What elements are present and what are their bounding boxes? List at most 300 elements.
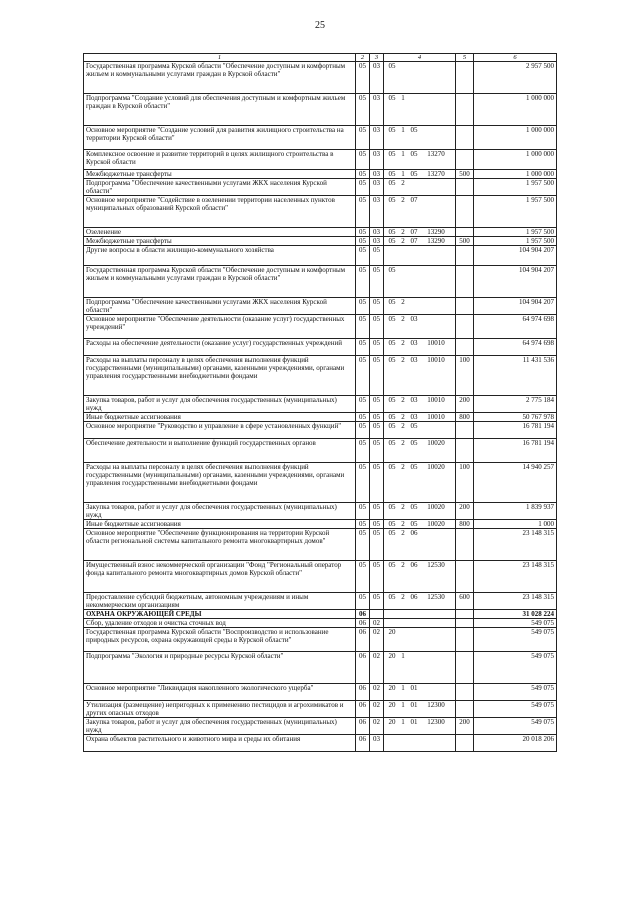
expense-type-cell: 500 [456, 237, 474, 246]
amount-cell: 1 839 937 [474, 503, 557, 520]
target-article-cell [384, 228, 456, 237]
expense-type-cell [456, 94, 474, 126]
target-article-part: 1 [401, 170, 405, 178]
section-code-cell: 05 [356, 179, 370, 196]
expense-type-cell [456, 126, 474, 150]
subsection-code-cell: 03 [370, 170, 384, 179]
target-article-part: 05 [388, 94, 396, 102]
table-row [84, 610, 557, 619]
target-article-part: 1 [401, 126, 405, 134]
amount-cell: 1 000 000 [474, 170, 557, 179]
target-article-part: 1 [401, 150, 405, 158]
expense-type-cell [456, 196, 474, 228]
target-article-part: 13290 [427, 237, 445, 245]
section-code-cell: 05 [356, 237, 370, 246]
target-article-part: 05 [388, 62, 396, 70]
row-name-cell: Основное мероприятие "Создание условий для развития жилищного строительства на территории Курской области" [84, 126, 356, 150]
target-article-part: 07 [410, 228, 418, 236]
row-name-cell: Сбор, удаление отходов и очистка сточных вод [84, 619, 356, 628]
target-article-part: 10010 [427, 396, 445, 404]
section-code-cell: 06 [356, 735, 370, 752]
expense-type-cell [456, 529, 474, 561]
subsection-code-cell: 03 [370, 62, 384, 94]
target-article-part [420, 315, 452, 323]
expense-type-cell [456, 150, 474, 170]
target-article-cell [384, 339, 456, 356]
row-name-cell: Основное мероприятие "Содействие в озеленении территории населенных пунктов муниципальных образований Курской области" [84, 196, 356, 228]
section-code-cell: 05 [356, 315, 370, 339]
target-article-part: 05 [388, 196, 396, 204]
expense-type-cell: 200 [456, 396, 474, 413]
amount-cell: 1 957 500 [474, 228, 557, 237]
expense-type-cell: 600 [456, 593, 474, 610]
amount-cell: 50 767 978 [474, 413, 557, 422]
row-name-cell: Межбюджетные трансферты [84, 170, 356, 179]
target-article-cell [384, 94, 456, 126]
section-code-cell: 05 [356, 529, 370, 561]
target-article-part [398, 62, 408, 70]
target-article-part: 05 [388, 356, 396, 364]
expense-type-cell [456, 735, 474, 752]
section-code-cell: 05 [356, 413, 370, 422]
target-article-part: 2 [401, 298, 405, 306]
target-article-part [420, 62, 452, 70]
subsection-code-cell: 03 [370, 228, 384, 237]
target-article-part [408, 179, 420, 187]
amount-cell: 14 940 257 [474, 463, 557, 503]
section-code-cell: 05 [356, 339, 370, 356]
expense-type-cell [456, 266, 474, 298]
table-row [84, 237, 557, 246]
target-article-part [420, 94, 452, 102]
table-row [84, 396, 557, 413]
target-article-part: 20 [388, 684, 396, 692]
target-article-part: 20 [388, 701, 396, 709]
table-header-row [84, 54, 557, 62]
target-article-cell [384, 652, 456, 684]
target-article-part: 2 [401, 396, 405, 404]
expense-type-cell [456, 62, 474, 94]
row-name-cell: Другие вопросы в области жилищно-коммунального хозяйства [84, 246, 356, 266]
header-col-2: 2 [356, 54, 370, 62]
table-row [84, 684, 557, 701]
row-name-cell: Расходы на выплаты персоналу в целях обеспечения выполнения функций государственными (муниципальными) органами, казенными учреждениями, органами управления государственными внебюджетными фондами [84, 356, 356, 396]
subsection-code-cell: 05 [370, 529, 384, 561]
target-article-part [408, 628, 420, 636]
table-row [84, 228, 557, 237]
target-article-part [420, 196, 452, 204]
section-code-cell: 05 [356, 561, 370, 593]
row-name-cell: Закупка товаров, работ и услуг для обеспечения государственных (муниципальных) нужд [84, 503, 356, 520]
subsection-code-cell: 03 [370, 179, 384, 196]
row-name-cell: Утилизация (размещение) непригодных к применению пестицидов и агрохимикатов и других опасных отходов [84, 701, 356, 718]
target-article-cell [384, 170, 456, 179]
target-article-part: 20 [388, 652, 396, 660]
row-name-cell: Подпрограмма "Создание условий для обеспечения доступным и комфортным жильем граждан в Курской области" [84, 94, 356, 126]
target-article-part: 10010 [427, 339, 445, 347]
target-article-part [408, 652, 420, 660]
amount-cell: 64 974 698 [474, 339, 557, 356]
target-article-part: 03 [410, 339, 418, 347]
target-article-part: 2 [401, 593, 405, 601]
section-code-cell: 05 [356, 463, 370, 503]
target-article-part: 12300 [427, 701, 445, 709]
target-article-part: 2 [401, 439, 405, 447]
row-name-cell: Иные бюджетные ассигнования [84, 413, 356, 422]
target-article-part [408, 62, 420, 70]
target-article-cell [384, 396, 456, 413]
row-name-cell: Закупка товаров, работ и услуг для обеспечения государственных (муниципальных) нужд [84, 396, 356, 413]
target-article-part: 05 [410, 439, 418, 447]
subsection-code-cell: 02 [370, 718, 384, 735]
target-article-part: 2 [401, 413, 405, 421]
subsection-code-cell: 05 [370, 246, 384, 266]
table-row [84, 266, 557, 298]
amount-cell: 31 028 224 [474, 610, 557, 619]
target-article-cell [384, 237, 456, 246]
target-article-cell [384, 246, 456, 266]
target-article-cell [384, 196, 456, 228]
target-article-part: 13290 [427, 228, 445, 236]
target-article-cell [384, 593, 456, 610]
amount-cell: 16 781 194 [474, 422, 557, 439]
section-code-cell: 05 [356, 356, 370, 396]
amount-cell: 1 000 000 [474, 126, 557, 150]
target-article-part: 05 [388, 593, 396, 601]
expense-type-cell: 800 [456, 520, 474, 529]
table-row [84, 62, 557, 94]
target-article-cell [384, 62, 456, 94]
section-code-cell: 05 [356, 246, 370, 266]
target-article-part: 05 [388, 520, 396, 528]
target-article-part [420, 266, 452, 274]
target-article-part: 2 [401, 520, 405, 528]
target-article-part [398, 266, 408, 274]
table-row [84, 735, 557, 752]
expense-type-cell [456, 561, 474, 593]
table-row [84, 520, 557, 529]
amount-cell: 1 000 [474, 520, 557, 529]
target-article-part [420, 126, 452, 134]
row-name-cell: Государственная программа Курской области "Обеспечение доступным и комфортным жильем и коммунальными услугами граждан в Курской области" [84, 266, 356, 298]
amount-cell: 104 904 207 [474, 266, 557, 298]
target-article-part: 05 [410, 126, 418, 134]
expense-type-cell [456, 619, 474, 628]
amount-cell: 1 957 500 [474, 196, 557, 228]
amount-cell: 549 075 [474, 701, 557, 718]
target-article-cell [384, 315, 456, 339]
section-code-cell: 05 [356, 520, 370, 529]
row-name-cell: Основное мероприятие "Руководство и управление в сфере установленных функций" [84, 422, 356, 439]
target-article-part: 2 [401, 339, 405, 347]
target-article-cell [384, 298, 456, 315]
row-name-cell: Государственная программа Курской области "Воспроизводство и использование природных ресурсов, охрана окружающей среды в Курской области" [84, 628, 356, 652]
amount-cell: 23 148 315 [474, 593, 557, 610]
header-col-6: 6 [474, 54, 557, 62]
expense-type-cell [456, 610, 474, 619]
section-code-cell: 05 [356, 126, 370, 150]
target-article-part: 10020 [427, 520, 445, 528]
target-article-part [420, 179, 452, 187]
subsection-code-cell: 03 [370, 735, 384, 752]
row-name-cell: Обеспечение деятельности и выполнение функций государственных органов [84, 439, 356, 463]
target-article-part: 03 [410, 396, 418, 404]
subsection-code-cell: 05 [370, 463, 384, 503]
target-article-part: 01 [410, 718, 418, 726]
amount-cell: 1 000 000 [474, 150, 557, 170]
subsection-code-cell: 05 [370, 422, 384, 439]
target-article-cell [384, 529, 456, 561]
target-article-part: 2 [401, 228, 405, 236]
section-code-cell: 05 [356, 150, 370, 170]
budget-table [83, 53, 557, 752]
target-article-part: 10010 [427, 356, 445, 364]
target-article-part: 10020 [427, 439, 445, 447]
target-article-part: 05 [388, 503, 396, 511]
target-article-cell [384, 413, 456, 422]
row-name-cell: Предоставление субсидий бюджетным, автономным учреждениям и иным некоммерческим организациям [84, 593, 356, 610]
table-row [84, 503, 557, 520]
amount-cell: 104 904 207 [474, 298, 557, 315]
subsection-code-cell: 02 [370, 652, 384, 684]
table-row [84, 298, 557, 315]
target-article-part: 06 [410, 529, 418, 537]
subsection-code-cell: 05 [370, 266, 384, 298]
target-article-part: 12530 [427, 561, 445, 569]
target-article-part: 05 [388, 298, 396, 306]
expense-type-cell [456, 339, 474, 356]
target-article-part: 20 [388, 718, 396, 726]
section-code-cell: 06 [356, 628, 370, 652]
expense-type-cell: 800 [456, 413, 474, 422]
target-article-part [408, 94, 420, 102]
table-row [84, 179, 557, 196]
target-article-part: 05 [388, 439, 396, 447]
row-name-cell: Основное мероприятие "Обеспечение функционирования на территории Курской области региональной системы капитального ремонта многоквартирных домов" [84, 529, 356, 561]
row-name-cell: Основное мероприятие "Ликвидация накопленного экологического ущерба" [84, 684, 356, 701]
table-row [84, 422, 557, 439]
target-article-part [398, 628, 408, 636]
page-number: 25 [315, 20, 325, 31]
amount-cell: 2 775 184 [474, 396, 557, 413]
target-article-part: 12530 [427, 593, 445, 601]
subsection-code-cell: 05 [370, 315, 384, 339]
subsection-code-cell: 03 [370, 237, 384, 246]
row-name-cell: Подпрограмма "Обеспечение качественными услугами ЖКХ населения Курской области" [84, 298, 356, 315]
target-article-part: 03 [410, 315, 418, 323]
target-article-cell [384, 561, 456, 593]
target-article-part: 2 [401, 179, 405, 187]
target-article-part: 06 [410, 561, 418, 569]
subsection-code-cell: 05 [370, 298, 384, 315]
target-article-part: 05 [388, 228, 396, 236]
amount-cell: 20 018 206 [474, 735, 557, 752]
table-row [84, 126, 557, 150]
row-name-cell: Расходы на обеспечение деятельности (оказание услуг) государственных учреждений [84, 339, 356, 356]
target-article-part: 05 [410, 170, 418, 178]
target-article-cell [384, 619, 456, 628]
table-row [84, 701, 557, 718]
section-code-cell: 05 [356, 503, 370, 520]
target-article-cell [384, 701, 456, 718]
expense-type-cell: 100 [456, 356, 474, 396]
target-article-cell [384, 628, 456, 652]
subsection-code-cell: 02 [370, 684, 384, 701]
target-article-part: 05 [388, 126, 396, 134]
amount-cell: 64 974 698 [474, 315, 557, 339]
section-code-cell: 05 [356, 439, 370, 463]
target-article-part: 03 [410, 356, 418, 364]
section-code-cell: 06 [356, 701, 370, 718]
section-code-cell: 05 [356, 593, 370, 610]
target-article-part: 05 [388, 150, 396, 158]
target-article-part: 2 [401, 529, 405, 537]
table-row [84, 463, 557, 503]
target-article-part: 2 [401, 463, 405, 471]
target-article-part: 05 [410, 422, 418, 430]
target-article-part: 05 [388, 463, 396, 471]
target-article-part: 05 [410, 463, 418, 471]
target-article-cell [384, 356, 456, 396]
expense-type-cell: 500 [456, 170, 474, 179]
target-article-part: 1 [401, 684, 405, 692]
target-article-cell [384, 266, 456, 298]
target-article-part [408, 298, 420, 306]
section-code-cell: 06 [356, 619, 370, 628]
target-article-part: 12300 [427, 718, 445, 726]
subsection-code-cell: 05 [370, 439, 384, 463]
table-row [84, 561, 557, 593]
table-row [84, 150, 557, 170]
subsection-code-cell: 02 [370, 619, 384, 628]
table-row [84, 718, 557, 735]
target-article-part [420, 298, 452, 306]
amount-cell: 1 000 000 [474, 94, 557, 126]
target-article-cell [384, 439, 456, 463]
target-article-part: 05 [388, 170, 396, 178]
expense-type-cell [456, 422, 474, 439]
target-article-part: 05 [388, 529, 396, 537]
subsection-code-cell: 02 [370, 628, 384, 652]
target-article-part: 1 [401, 701, 405, 709]
expense-type-cell [456, 228, 474, 237]
section-code-cell: 05 [356, 298, 370, 315]
target-article-part: 06 [410, 593, 418, 601]
target-article-cell [384, 520, 456, 529]
row-name-cell: ОХРАНА ОКРУЖАЮЩЕЙ СРЕДЫ [84, 610, 356, 619]
section-code-cell: 06 [356, 684, 370, 701]
amount-cell: 104 904 207 [474, 246, 557, 266]
target-article-part [420, 684, 452, 692]
target-article-part: 05 [410, 520, 418, 528]
target-article-part: 20 [388, 628, 396, 636]
subsection-code-cell: 03 [370, 94, 384, 126]
target-article-part: 03 [410, 413, 418, 421]
header-col-5: 5 [456, 54, 474, 62]
expense-type-cell [456, 179, 474, 196]
subsection-code-cell [370, 610, 384, 619]
table-row [84, 196, 557, 228]
target-article-part: 2 [401, 422, 405, 430]
section-code-cell: 05 [356, 228, 370, 237]
amount-cell: 23 148 315 [474, 529, 557, 561]
table-row [84, 94, 557, 126]
amount-cell: 23 148 315 [474, 561, 557, 593]
target-article-part: 10020 [427, 463, 445, 471]
subsection-code-cell: 05 [370, 593, 384, 610]
expense-type-cell: 200 [456, 718, 474, 735]
target-article-cell [384, 610, 456, 619]
target-article-cell [384, 735, 456, 752]
target-article-cell [384, 422, 456, 439]
table-row [84, 413, 557, 422]
expense-type-cell [456, 298, 474, 315]
target-article-part: 07 [410, 237, 418, 245]
target-article-part: 05 [388, 413, 396, 421]
row-name-cell: Подпрограмма "Экология и природные ресурсы Курской области" [84, 652, 356, 684]
amount-cell: 16 781 194 [474, 439, 557, 463]
table-row [84, 439, 557, 463]
subsection-code-cell: 05 [370, 413, 384, 422]
target-article-part: 2 [401, 196, 405, 204]
target-article-part: 10020 [427, 503, 445, 511]
row-name-cell: Охрана объектов растительного и животного мира и среды их обитания [84, 735, 356, 752]
target-article-part: 01 [410, 684, 418, 692]
subsection-code-cell: 03 [370, 196, 384, 228]
target-article-part: 01 [410, 701, 418, 709]
subsection-code-cell: 03 [370, 126, 384, 150]
row-name-cell: Подпрограмма "Обеспечение качественными услугами ЖКХ населения Курской области" [84, 179, 356, 196]
section-code-cell: 05 [356, 170, 370, 179]
section-code-cell: 05 [356, 266, 370, 298]
section-code-cell: 05 [356, 396, 370, 413]
row-name-cell: Государственная программа Курской области "Обеспечение доступным и комфортным жильем и коммунальными услугами граждан в Курской области" [84, 62, 356, 94]
amount-cell: 2 957 500 [474, 62, 557, 94]
target-article-part: 05 [388, 561, 396, 569]
target-article-part: 05 [388, 179, 396, 187]
subsection-code-cell: 05 [370, 503, 384, 520]
subsection-code-cell: 05 [370, 520, 384, 529]
amount-cell: 549 075 [474, 652, 557, 684]
target-article-cell [384, 150, 456, 170]
target-article-cell [384, 503, 456, 520]
subsection-code-cell: 05 [370, 396, 384, 413]
row-name-cell: Комплексное освоение и развитие территорий в целях жилищного строительства в Курской области [84, 150, 356, 170]
target-article-part [408, 266, 420, 274]
target-article-part: 2 [401, 237, 405, 245]
header-col-1: 1 [84, 54, 356, 62]
table-row [84, 628, 557, 652]
table-row [84, 170, 557, 179]
expense-type-cell [456, 628, 474, 652]
row-name-cell: Расходы на выплаты персоналу в целях обеспечения выполнения функций государственными (муниципальными) органами, казенными учреждениями, органами управления государственными внебюджетными фондами [84, 463, 356, 503]
amount-cell: 1 957 500 [474, 179, 557, 196]
target-article-part: 05 [410, 503, 418, 511]
target-article-part: 2 [401, 503, 405, 511]
table-row [84, 246, 557, 266]
section-code-cell: 05 [356, 422, 370, 439]
table-row [84, 593, 557, 610]
subsection-code-cell: 02 [370, 701, 384, 718]
expense-type-cell [456, 439, 474, 463]
target-article-part: 07 [410, 196, 418, 204]
table-row [84, 315, 557, 339]
target-article-part: 05 [388, 396, 396, 404]
amount-cell: 1 957 500 [474, 237, 557, 246]
table-row [84, 619, 557, 628]
amount-cell: 549 075 [474, 718, 557, 735]
expense-type-cell [456, 701, 474, 718]
